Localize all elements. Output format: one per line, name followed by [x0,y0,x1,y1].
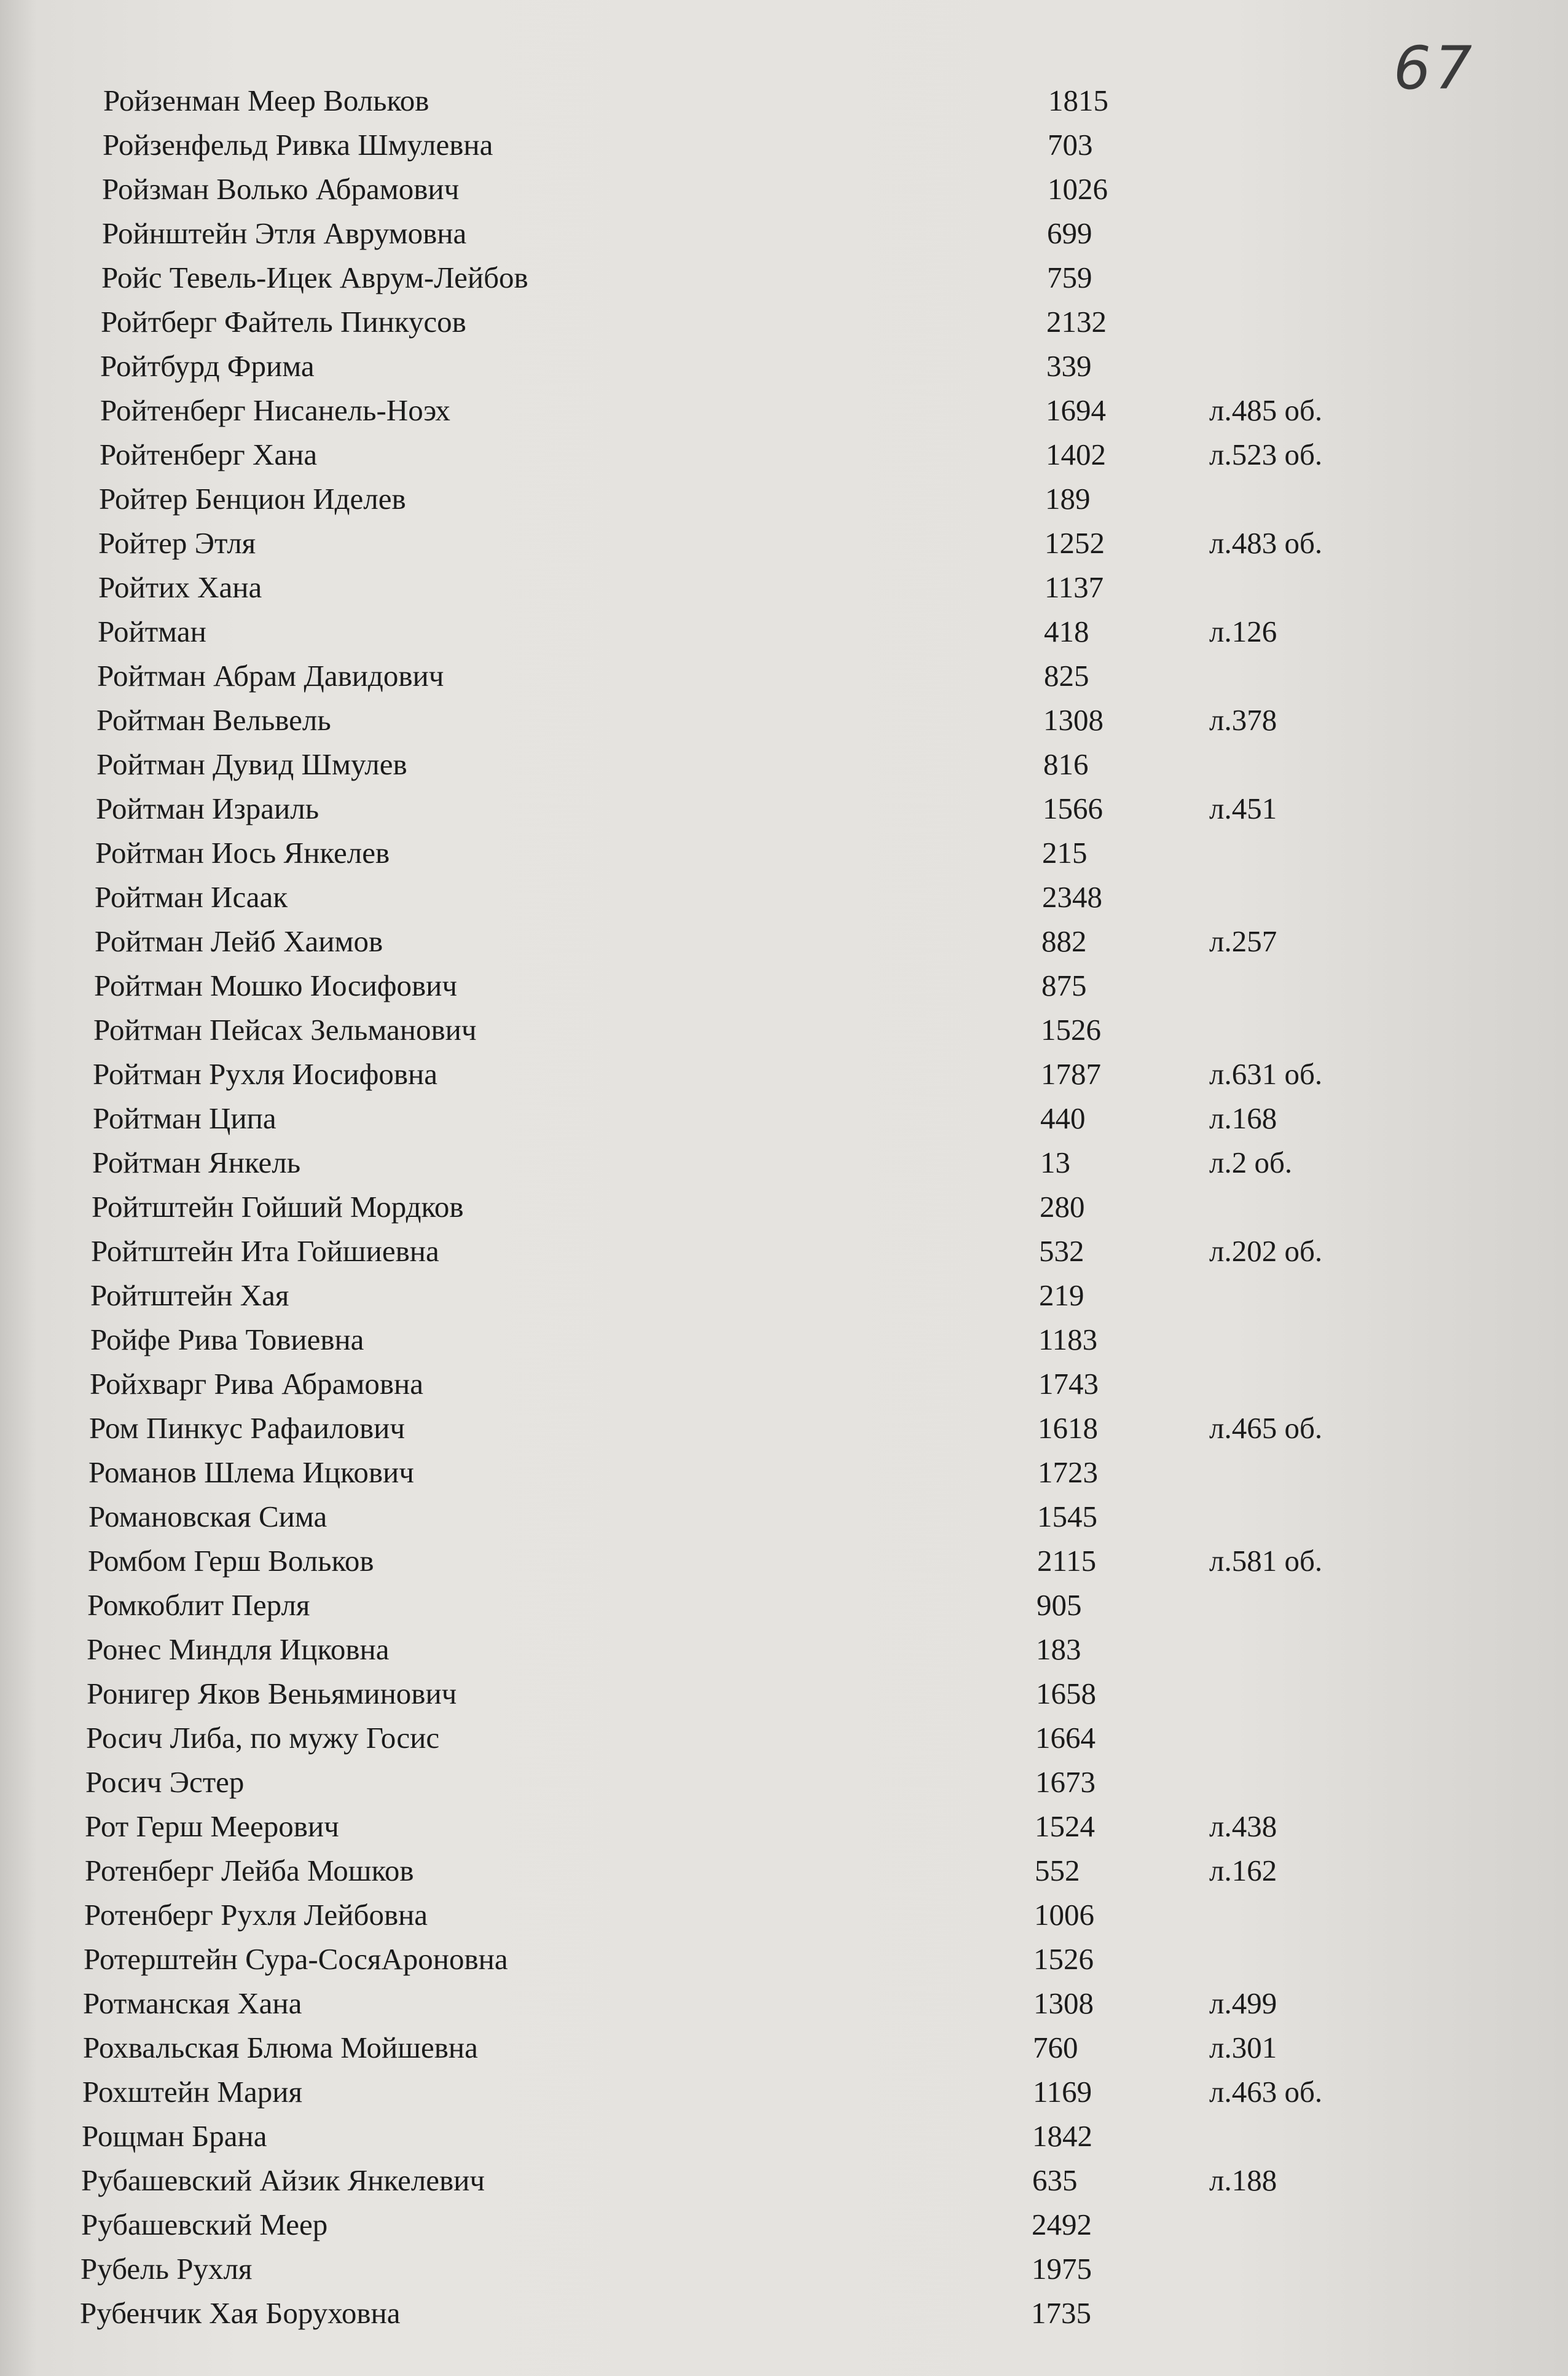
list-item [0,1362,1568,1406]
list-item [0,1096,1568,1141]
entry-name: Ройтман Пейсах Зельманович [93,1013,477,1047]
entry-number: 1137 [1045,570,1104,604]
entry-list [0,79,1568,2335]
entry-name: Ронигер Яков Веньяминович [87,1677,457,1710]
entry-number: 816 [1043,747,1089,781]
entry-number: 882 [1041,924,1087,958]
list-item [0,565,1568,610]
entry-number: 1735 [1031,2296,1091,2330]
list-item [0,2114,1568,2158]
list-item [0,388,1568,433]
entry-name: Ройтбурд Фрима [100,349,315,383]
list-item [0,1052,1568,1096]
list-item [0,964,1568,1008]
entry-name: Ройтенберг Нисанель-Ноэх [100,393,450,427]
entry-folio-ref: л.168 [1209,1101,1277,1135]
entry-number: 875 [1041,969,1087,1002]
list-item [0,433,1568,477]
entry-name: Ройтман Лейб Хаимов [95,924,383,958]
entry-folio-ref: л.301 [1209,2031,1277,2064]
entry-name: Рубашевский Айзик Янкелевич [81,2163,485,2197]
list-item [0,2026,1568,2070]
entry-name: Ройтман Исаак [95,880,288,914]
entry-name: Ройтман Мошко Иосифович [94,969,458,1002]
entry-number: 1787 [1041,1057,1101,1091]
entry-number: 2132 [1046,305,1107,339]
entry-folio-ref: л.465 об. [1209,1411,1323,1445]
list-item [0,1141,1568,1185]
list-item [0,742,1568,787]
entry-number: 1975 [1032,2252,1092,2286]
list-item [0,875,1568,919]
entry-number: 440 [1040,1101,1086,1135]
entry-name: Рот Герш Меерович [85,1809,339,1843]
entry-folio-ref: л.2 об. [1209,1146,1293,1179]
entry-folio-ref: л.499 [1209,1986,1277,2020]
list-item [0,1450,1568,1495]
entry-number: 1183 [1038,1323,1098,1356]
list-item [0,1760,1568,1804]
list-item [0,1583,1568,1627]
list-item [0,211,1568,256]
list-item [0,1406,1568,1450]
entry-number: 418 [1044,615,1089,648]
list-item [0,1716,1568,1760]
list-item [0,2291,1568,2335]
entry-name: Ройтенберг Хана [100,438,318,471]
list-item [0,521,1568,565]
entry-name: Ройтер Этля [98,526,256,560]
entry-number: 1658 [1036,1677,1096,1710]
entry-name: Рощман Брана [82,2119,267,2153]
entry-number: 1842 [1032,2119,1092,2153]
entry-name: Ройтберг Файтель Пинкусов [101,305,466,339]
entry-name: Рохвальская Блюма Мойшевна [83,2031,478,2064]
entry-number: 2492 [1032,2208,1092,2241]
entry-number: 905 [1037,1588,1082,1622]
entry-number: 1526 [1041,1013,1101,1047]
list-item [0,1318,1568,1362]
entry-name: Ройтман Абрам Давидович [97,659,444,693]
entry-name: Росич Эстер [85,1765,245,1799]
entry-name: Ройтман Ципа [93,1101,276,1135]
entry-number: 2348 [1042,880,1102,914]
entry-name: Романов Шлема Ицкович [88,1455,414,1489]
entry-number: 1694 [1046,393,1106,427]
list-item [0,79,1568,123]
entry-name: Ротерштейн Сура-СосяАроновна [84,1942,508,1976]
list-item [0,654,1568,698]
entry-number: 2115 [1037,1544,1097,1578]
list-item [0,1804,1568,1849]
entry-name: Рубенчик Хая Боруховна [80,2296,401,2330]
entry-name: Ройтман Янкель [92,1146,301,1179]
entry-name: Ройтман Израиль [96,792,319,825]
entry-number: 13 [1040,1146,1070,1179]
entry-folio-ref: л.463 об. [1209,2075,1323,2109]
entry-folio-ref: л.483 об. [1209,526,1323,560]
entry-number: 1308 [1033,1986,1094,2020]
entry-name: Ромкоблит Перля [87,1588,310,1622]
entry-folio-ref: л.257 [1209,924,1277,958]
list-item [0,2158,1568,2203]
list-item [0,1229,1568,1273]
entry-name: Ройнштейн Этля Аврумовна [102,216,467,250]
entry-number: 215 [1042,836,1088,870]
entry-number: 1308 [1043,703,1103,737]
entry-number: 189 [1045,482,1091,516]
entry-folio-ref: л.188 [1209,2163,1277,2197]
list-item [0,344,1568,388]
entry-folio-ref: л.523 об. [1209,438,1323,471]
entry-name: Ротманская Хана [83,1986,302,2020]
entry-folio-ref: л.438 [1209,1809,1277,1843]
entry-name: Ройтман Вельвель [96,703,331,737]
list-item [0,123,1568,167]
entry-number: 1545 [1037,1500,1097,1533]
entry-name: Ройхварг Рива Абрамовна [90,1367,423,1401]
list-item [0,1937,1568,1981]
entry-name: Ройтштейн Хая [90,1278,289,1312]
entry-name: Ройтштейн Ита Гойшиевна [91,1234,439,1268]
entry-name: Ройзенфельд Ривка Шмулевна [103,128,493,162]
entry-number: 1524 [1035,1809,1095,1843]
entry-name: Ройтман Дувид Шмулев [96,747,407,781]
list-item [0,919,1568,964]
entry-number: 1723 [1038,1455,1098,1489]
list-item [0,2247,1568,2291]
entry-name: Ройфе Рива Товиевна [90,1323,364,1356]
entry-number: 219 [1039,1278,1084,1312]
entry-name: Ромбом Герш Вольков [88,1544,374,1578]
list-item [0,831,1568,875]
list-item [0,1495,1568,1539]
entry-number: 1169 [1033,2075,1092,2109]
entry-name: Ройтман [98,615,206,648]
entry-name: Ройзенман Меер Вольков [103,84,429,117]
entry-folio-ref: л.485 об. [1209,393,1323,427]
list-item [0,1849,1568,1893]
entry-number: 1402 [1046,438,1106,471]
list-item [0,1627,1568,1672]
entry-number: 759 [1047,261,1092,294]
entry-number: 1815 [1048,84,1108,117]
list-item [0,1008,1568,1052]
entry-name: Ронес Миндля Ицковна [87,1632,390,1666]
list-item [0,1893,1568,1937]
entry-folio-ref: л.126 [1209,615,1277,648]
entry-folio-ref: л.378 [1209,703,1277,737]
entry-number: 635 [1032,2163,1078,2197]
entry-folio-ref: л.581 об. [1209,1544,1323,1578]
entry-number: 760 [1033,2031,1078,2064]
entry-number: 1664 [1035,1721,1096,1755]
entry-number: 1673 [1035,1765,1096,1799]
entry-name: Романовская Сима [88,1500,327,1533]
list-item [0,1981,1568,2026]
entry-name: Ротенберг Рухля Лейбовна [84,1898,428,1932]
entry-number: 1026 [1048,172,1108,206]
list-item [0,256,1568,300]
entry-name: Рубашевский Меер [81,2208,328,2241]
list-item [0,1273,1568,1318]
entry-number: 1526 [1033,1942,1094,1976]
entry-name: Ройтман Иось Янкелев [95,836,390,870]
entry-number: 183 [1036,1632,1081,1666]
list-item [0,2070,1568,2114]
entry-number: 703 [1048,128,1093,162]
entry-folio-ref: л.202 об. [1209,1234,1323,1268]
list-item [0,698,1568,742]
entry-name: Ром Пинкус Рафаилович [89,1411,405,1445]
entry-name: Ройтман Рухля Иосифовна [93,1057,437,1091]
entry-name: Росич Либа, по мужу Госис [86,1721,440,1755]
page-number: 67 [1393,34,1476,103]
entry-number: 1006 [1034,1898,1094,1932]
entry-number: 1743 [1038,1367,1099,1401]
entry-name: Ройтштейн Гойший Мордков [92,1190,464,1224]
entry-name: Ройтер Бенцион Иделев [99,482,406,516]
entry-number: 1252 [1045,526,1105,560]
entry-number: 825 [1044,659,1089,693]
entry-number: 699 [1047,216,1092,250]
entry-name: Рубель Рухля [80,2252,253,2286]
entry-number: 1618 [1038,1411,1098,1445]
list-item [0,300,1568,344]
list-item [0,2203,1568,2247]
list-item [0,1539,1568,1583]
entry-number: 280 [1040,1190,1085,1224]
list-item [0,610,1568,654]
entry-name: Ройс Тевель-Ицек Аврум-Лейбов [101,261,528,294]
entry-folio-ref: л.631 об. [1209,1057,1323,1091]
entry-folio-ref: л.451 [1209,792,1277,825]
list-item [0,167,1568,211]
list-item [0,477,1568,521]
entry-name: Ройзман Волько Абрамович [102,172,460,206]
entry-number: 339 [1046,349,1092,383]
entry-number: 552 [1035,1854,1080,1887]
list-item [0,787,1568,831]
entry-number: 532 [1039,1234,1084,1268]
entry-name: Ротенберг Лейба Мошков [85,1854,414,1887]
entry-folio-ref: л.162 [1209,1854,1277,1887]
list-item [0,1185,1568,1229]
entry-number: 1566 [1043,792,1103,825]
list-item [0,1672,1568,1716]
entry-name: Ройтих Хана [98,570,262,604]
entry-name: Рохштейн Мария [82,2075,302,2109]
